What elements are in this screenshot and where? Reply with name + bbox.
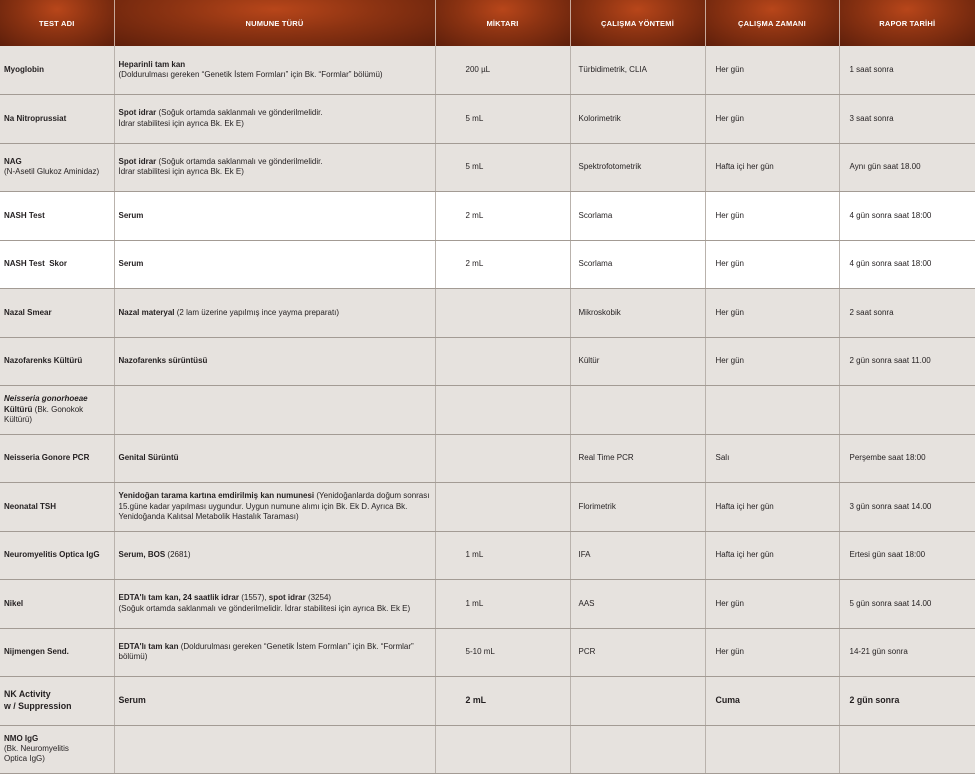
sample-type-note: (Soğuk ortamda saklanmalı ve gönderilmelidir. — [158, 108, 323, 118]
method: Scorlama — [570, 192, 705, 241]
test-name: NASH Test — [0, 192, 114, 241]
sample-type: Serum — [114, 192, 435, 241]
sample-type-note: (Doldurulması gereken “Genetik İstem Formları” için Bk. “Formlar” bölümü) — [118, 641, 414, 662]
table-row — [0, 483, 975, 532]
test-name: Nijmengen Send. — [0, 628, 114, 677]
test-name — [0, 677, 114, 726]
table-row — [0, 434, 975, 483]
amount — [435, 725, 570, 774]
table-row — [0, 46, 975, 95]
sample-type-bold-2: spot idrar — [268, 593, 306, 603]
work-time: Her gün — [705, 289, 839, 338]
sample-type-bold: EDTA'lı tam kan — [118, 641, 179, 651]
sample-type-bold: Heparinli tam kan — [118, 59, 186, 69]
report-date: 4 gün sonra saat 18:00 — [839, 192, 975, 241]
sample-type-note: (Yenidoğanlarda doğum sonrası 15.güne kadar yapılması uygundur. Uygun numune alımı için Bk. Ek D. Ayrıca Bk. Yenidoğanda Kalıtsal Metabolik Hastalık Taraması) — [118, 491, 430, 521]
test-name: Neonatal TSH — [0, 483, 114, 532]
table-row — [0, 143, 975, 192]
amount: 5 mL — [435, 143, 570, 192]
test-name: Myoglobin — [0, 46, 114, 95]
sample-type — [114, 46, 435, 95]
work-time: Her gün — [705, 337, 839, 386]
sample-type-note: (2681) — [167, 550, 191, 560]
amount: 1 mL — [435, 580, 570, 629]
method: Scorlama — [570, 240, 705, 289]
table-row — [0, 725, 975, 774]
work-time: Her gün — [705, 95, 839, 144]
method — [570, 725, 705, 774]
sample-type-bold: EDTA'lı tam kan, 24 saatlik idrar — [118, 593, 239, 603]
test-name-main: NAG — [4, 156, 22, 166]
sample-type — [114, 483, 435, 532]
test-name-italic: Neisseria gonorhoeae — [4, 394, 88, 404]
header-amount: MİKTARI — [435, 0, 570, 46]
test-name-sub: w / Suppression — [4, 700, 72, 711]
report-date: 2 saat sonra — [839, 289, 975, 338]
test-name-main: NMO IgG — [4, 733, 39, 743]
header-work-time: ÇALIŞMA ZAMANI — [705, 0, 839, 46]
sample-type-bold: Nazal materyal — [118, 307, 175, 317]
sample-type-bold: Spot idrar — [118, 108, 157, 118]
work-time: Her gün — [705, 192, 839, 241]
amount — [435, 289, 570, 338]
method — [570, 386, 705, 435]
sample-type: Genital Sürüntü — [114, 434, 435, 483]
work-time: Her gün — [705, 46, 839, 95]
amount — [435, 434, 570, 483]
method: IFA — [570, 531, 705, 580]
method — [570, 677, 705, 726]
method: Mikroskobik — [570, 289, 705, 338]
table-row — [0, 677, 975, 726]
work-time: Cuma — [705, 677, 839, 726]
test-name: Neuromyelitis Optica IgG — [0, 531, 114, 580]
table-body — [0, 46, 975, 774]
report-date: Perşembe saat 18:00 — [839, 434, 975, 483]
method: PCR — [570, 628, 705, 677]
report-date: 2 gün sonra saat 11.00 — [839, 337, 975, 386]
table-row — [0, 240, 975, 289]
table-row — [0, 289, 975, 338]
sample-type-note-line2: İdrar stabilitesi için ayrıca Bk. Ek E) — [118, 118, 244, 128]
header-method: ÇALIŞMA YÖNTEMİ — [570, 0, 705, 46]
work-time — [705, 725, 839, 774]
sample-type — [114, 628, 435, 677]
work-time: Hafta içi her gün — [705, 143, 839, 192]
table-row — [0, 337, 975, 386]
sample-type-note: (2 lam üzerine yapılmış ince yayma preparatı) — [176, 307, 340, 317]
sample-type: Serum — [114, 677, 435, 726]
work-time: Her gün — [705, 628, 839, 677]
amount: 5-10 mL — [435, 628, 570, 677]
test-name-sub-2: Optica IgG) — [4, 754, 45, 764]
report-date: 2 gün sonra — [839, 677, 975, 726]
report-date — [839, 725, 975, 774]
table-row — [0, 531, 975, 580]
work-time — [705, 386, 839, 435]
sample-type-note: (Soğuk ortamda saklanmalı ve gönderilmelidir. — [158, 156, 323, 166]
method: Kültür — [570, 337, 705, 386]
test-name-sub: (Bk. Neuromyelitis — [4, 744, 69, 754]
test-name: NASH Test Skor — [0, 240, 114, 289]
amount: 2 mL — [435, 677, 570, 726]
table-header — [0, 0, 975, 46]
report-date: 3 gün sonra saat 14.00 — [839, 483, 975, 532]
amount: 1 mL — [435, 531, 570, 580]
amount: 2 mL — [435, 240, 570, 289]
method: AAS — [570, 580, 705, 629]
work-time: Her gün — [705, 240, 839, 289]
test-name: Nikel — [0, 580, 114, 629]
report-date: 4 gün sonra saat 18:00 — [839, 240, 975, 289]
method: Kolorimetrik — [570, 95, 705, 144]
test-name — [0, 725, 114, 774]
method: Real Time PCR — [570, 434, 705, 483]
test-name: Na Nitroprussiat — [0, 95, 114, 144]
header-sample-type: NUMUNE TÜRÜ — [114, 0, 435, 46]
amount — [435, 337, 570, 386]
work-time: Hafta içi her gün — [705, 531, 839, 580]
amount — [435, 386, 570, 435]
method: Spektrofotometrik — [570, 143, 705, 192]
sample-type — [114, 95, 435, 144]
table-row — [0, 386, 975, 435]
report-date: 1 saat sonra — [839, 46, 975, 95]
header-report-date: RAPOR TARİHİ — [839, 0, 975, 46]
amount — [435, 483, 570, 532]
sample-type-note: (Soğuk ortamda saklanmalı ve gönderilmelidir. İdrar stabilitesi için ayrıca Bk. Ek E) — [118, 603, 411, 613]
table-row — [0, 580, 975, 629]
test-name: Neisseria Gonore PCR — [0, 434, 114, 483]
test-name-sub: (N-Asetil Glukoz Aminidaz) — [4, 167, 100, 177]
table-row — [0, 628, 975, 677]
report-date: Aynı gün saat 18.00 — [839, 143, 975, 192]
sample-type-code: (1557), — [241, 593, 267, 603]
sample-type — [114, 386, 435, 435]
test-name — [0, 143, 114, 192]
sample-type-note: (Doldurulması gereken “Genetik İstem Formları” için Bk. “Formlar” bölümü) — [118, 70, 383, 79]
sample-type-bold: Spot idrar — [118, 156, 157, 166]
test-name-main: Kültürü — [4, 404, 33, 414]
amount: 200 µL — [435, 46, 570, 95]
work-time: Hafta içi her gün — [705, 483, 839, 532]
sample-type — [114, 289, 435, 338]
test-name-note: (Bk. Gonokok Kültürü) — [4, 404, 84, 424]
report-date — [839, 386, 975, 435]
sample-type — [114, 143, 435, 192]
amount: 5 mL — [435, 95, 570, 144]
report-date: 3 saat sonra — [839, 95, 975, 144]
sample-type: Nazofarenks sürüntüsü — [114, 337, 435, 386]
test-name: Nazal Smear — [0, 289, 114, 338]
test-name — [0, 386, 114, 435]
sample-type-bold: Yenidoğan tarama kartına emdirilmiş kan numunesi — [118, 491, 315, 501]
report-date: 5 gün sonra saat 14.00 — [839, 580, 975, 629]
work-time: Salı — [705, 434, 839, 483]
table-row — [0, 192, 975, 241]
test-name: Nazofarenks Kültürü — [0, 337, 114, 386]
report-date: Ertesi gün saat 18:00 — [839, 531, 975, 580]
amount: 2 mL — [435, 192, 570, 241]
method: Türbidimetrik, CLIA — [570, 46, 705, 95]
test-name-main: NK Activity — [4, 689, 51, 700]
sample-type — [114, 531, 435, 580]
sample-type-code-2: (3254) — [307, 593, 332, 603]
report-date: 14-21 gün sonra — [839, 628, 975, 677]
header-row — [0, 0, 975, 46]
sample-type-note-line2: İdrar stabilitesi için ayrıca Bk. Ek E) — [118, 167, 244, 177]
work-time: Her gün — [705, 580, 839, 629]
method: Florimetrik — [570, 483, 705, 532]
sample-type-bold: Serum, BOS — [118, 550, 166, 560]
sample-type: Serum — [114, 240, 435, 289]
table-row — [0, 95, 975, 144]
sample-type — [114, 580, 435, 629]
header-test-name: TEST ADI — [0, 0, 114, 46]
sample-type — [114, 725, 435, 774]
